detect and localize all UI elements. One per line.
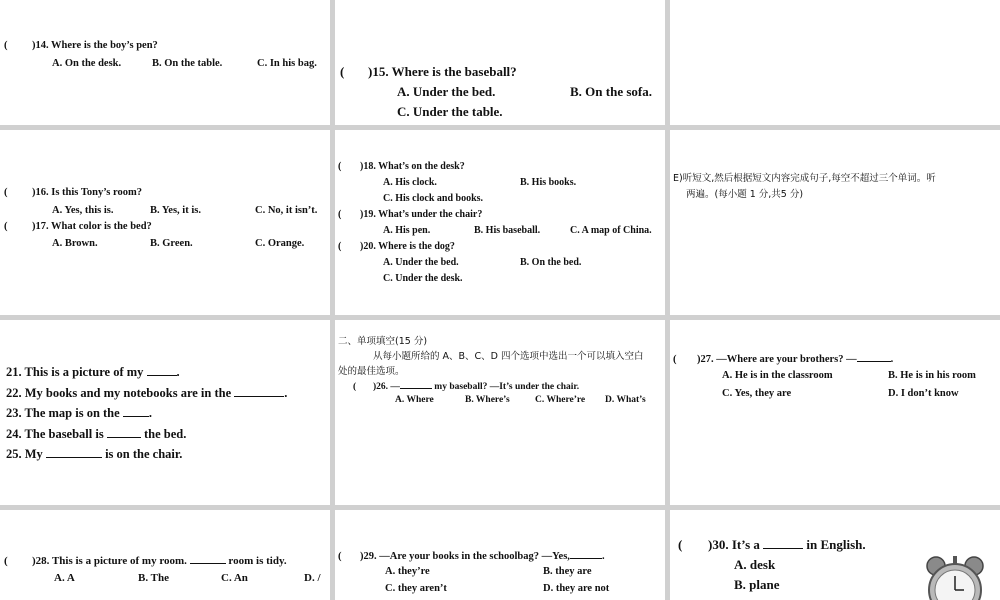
- option-a: A. His clock.: [383, 177, 437, 188]
- panel-section-e: [670, 130, 1000, 315]
- question-stem: )29. —Are your books in the schoolbag? —Yes,: [360, 551, 570, 562]
- option-b: B. plane: [734, 577, 780, 592]
- answer-paren[interactable]: (: [338, 241, 342, 252]
- panel-q14: [0, 0, 330, 125]
- question-stem: )19. What’s under the chair?: [360, 209, 483, 220]
- option-b: B. He is in his room: [888, 370, 976, 381]
- option-a: A. A: [54, 572, 75, 584]
- answer-blank[interactable]: [107, 427, 141, 438]
- option-a: A. His pen.: [383, 225, 431, 236]
- question-text-end: .: [284, 386, 288, 400]
- section-e-instruction-line1: E)听短文,然后根据短文内容完成句子,每空不超过三个单词。听: [673, 173, 936, 184]
- question-text: 21. This is a picture of my: [6, 365, 144, 379]
- option-b: B. His books.: [520, 177, 577, 188]
- question-17: [4, 221, 152, 232]
- answer-blank[interactable]: [400, 378, 432, 389]
- question-28: [4, 553, 287, 567]
- question-stem: )15. Where is the baseball?: [368, 64, 517, 79]
- panel-q29: [335, 510, 665, 600]
- option-c: C. An: [221, 572, 248, 584]
- answer-blank[interactable]: [46, 447, 102, 458]
- question-stem: )27. —Where are your brothers? —: [697, 354, 857, 365]
- answer-paren[interactable]: (: [338, 161, 342, 172]
- option-b: B. His baseball.: [474, 225, 541, 236]
- panel-q16-17: [0, 130, 330, 315]
- section-instruction-line2: 处的最佳选项。: [338, 366, 405, 377]
- question-24: [6, 427, 186, 442]
- question-text: 25. My: [6, 447, 43, 461]
- option-b: B. The: [138, 572, 169, 584]
- panel-q15: [335, 0, 665, 125]
- question-stem: )26. —: [373, 382, 400, 392]
- option-a: A. Under the bed.: [383, 257, 459, 268]
- answer-blank[interactable]: [147, 365, 177, 376]
- question-19: [338, 209, 482, 220]
- answer-blank[interactable]: [123, 406, 149, 417]
- option-a: A. Under the bed.: [397, 84, 496, 99]
- option-c: C. Yes, they are: [722, 388, 792, 399]
- question-16: [4, 187, 142, 198]
- option-c: C. In his bag.: [257, 58, 317, 69]
- question-stem: )14. Where is the boy’s pen?: [32, 40, 158, 51]
- option-c: C. Orange.: [255, 238, 305, 249]
- question-26: [353, 378, 579, 392]
- answer-paren[interactable]: (: [4, 555, 8, 567]
- question-stem-end: .: [890, 354, 894, 365]
- question-stem: )18. What’s on the desk?: [360, 161, 465, 172]
- question-text: 23. The map is on the: [6, 406, 120, 420]
- question-29: [338, 548, 605, 562]
- answer-blank[interactable]: [234, 386, 284, 397]
- alarm-clock-icon: [922, 554, 988, 600]
- question-stem: )28. This is a picture of my room.: [32, 555, 187, 567]
- question-stem-end: in English.: [806, 537, 866, 552]
- question-20: [338, 241, 455, 252]
- panel-empty: [670, 0, 1000, 125]
- option-d: D. /: [304, 572, 321, 584]
- question-text-end: .: [148, 406, 152, 420]
- option-b: B. they are: [543, 566, 592, 577]
- answer-paren[interactable]: (: [338, 551, 342, 562]
- option-d: D. What’s: [605, 395, 646, 405]
- option-c: C. Where’re: [535, 395, 586, 405]
- question-stem-end: .: [601, 551, 605, 562]
- answer-paren[interactable]: (: [4, 40, 8, 51]
- question-23: [6, 406, 152, 421]
- question-stem-end: room is tidy.: [228, 555, 287, 567]
- panel-q27: [670, 320, 1000, 505]
- question-18: [338, 161, 465, 172]
- question-text-end: .: [176, 365, 180, 379]
- question-text-end: is on the chair.: [105, 447, 183, 461]
- option-c: C. Under the desk.: [383, 273, 463, 284]
- answer-paren[interactable]: (: [4, 221, 8, 232]
- question-14: [4, 40, 158, 51]
- question-stem-end: my baseball? —It’s under the chair.: [434, 382, 580, 392]
- answer-blank[interactable]: [763, 538, 803, 549]
- panel-section-2: [335, 320, 665, 505]
- panel-q18-20: [335, 130, 665, 315]
- question-22: [6, 386, 287, 401]
- option-a: A. He is in the classroom: [722, 370, 833, 381]
- question-stem: )20. Where is the dog?: [360, 241, 455, 252]
- question-27: [673, 351, 893, 365]
- answer-paren[interactable]: (: [673, 354, 677, 365]
- answer-blank[interactable]: [570, 548, 602, 559]
- panel-q30: [670, 510, 1000, 600]
- option-c: C. A map of China.: [570, 225, 652, 236]
- question-25: [6, 447, 182, 462]
- section-title: 二、单项填空(15 分): [338, 336, 428, 347]
- answer-paren[interactable]: (: [353, 382, 357, 392]
- question-21: [6, 365, 180, 380]
- option-a: A. they’re: [385, 566, 430, 577]
- answer-blank[interactable]: [190, 553, 226, 564]
- option-d: D. I don’t know: [888, 388, 959, 399]
- question-text: 24. The baseball is: [6, 427, 104, 441]
- section-instruction-line1: 从每小题所给的 A、B、C、D 四个选项中选出一个可以填入空白: [373, 351, 644, 362]
- option-a: A. desk: [734, 557, 776, 572]
- answer-paren[interactable]: (: [4, 187, 8, 198]
- question-stem: )17. What color is the bed?: [32, 221, 152, 232]
- option-b: B. On the table.: [152, 58, 223, 69]
- option-b: B. Where’s: [465, 395, 510, 405]
- question-text-end: the bed.: [143, 427, 187, 441]
- question-stem: )16. Is this Tony’s room?: [32, 187, 142, 198]
- option-d: D. they are not: [543, 583, 610, 594]
- option-a: A. Brown.: [52, 238, 98, 249]
- option-c: C. Under the table.: [397, 104, 503, 119]
- answer-blank[interactable]: [857, 351, 891, 362]
- option-c: C. His clock and books.: [383, 193, 484, 204]
- option-a: A. Where: [395, 395, 434, 405]
- question-text: 22. My books and my notebooks are in the: [6, 386, 232, 400]
- section-e-instruction-line2: 两遍。(每小题 1 分,共5 分): [686, 189, 804, 200]
- answer-paren[interactable]: (: [678, 537, 683, 552]
- option-a: A. Yes, this is.: [52, 205, 114, 216]
- panel-q28: [0, 510, 330, 600]
- option-b: B. On the sofa.: [570, 84, 652, 99]
- option-b: B. On the bed.: [520, 257, 582, 268]
- answer-paren[interactable]: (: [340, 64, 345, 79]
- option-b: B. Yes, it is.: [150, 205, 201, 216]
- question-15: [340, 64, 517, 80]
- question-30: [678, 537, 866, 553]
- option-b: B. Green.: [150, 238, 193, 249]
- panel-fill-21-25: [0, 320, 330, 505]
- answer-paren[interactable]: (: [338, 209, 342, 220]
- option-c: C. No, it isn’t.: [255, 205, 318, 216]
- question-stem: )30. It’s a: [708, 537, 760, 552]
- option-a: A. On the desk.: [52, 58, 122, 69]
- option-c: C. they aren’t: [385, 583, 447, 594]
